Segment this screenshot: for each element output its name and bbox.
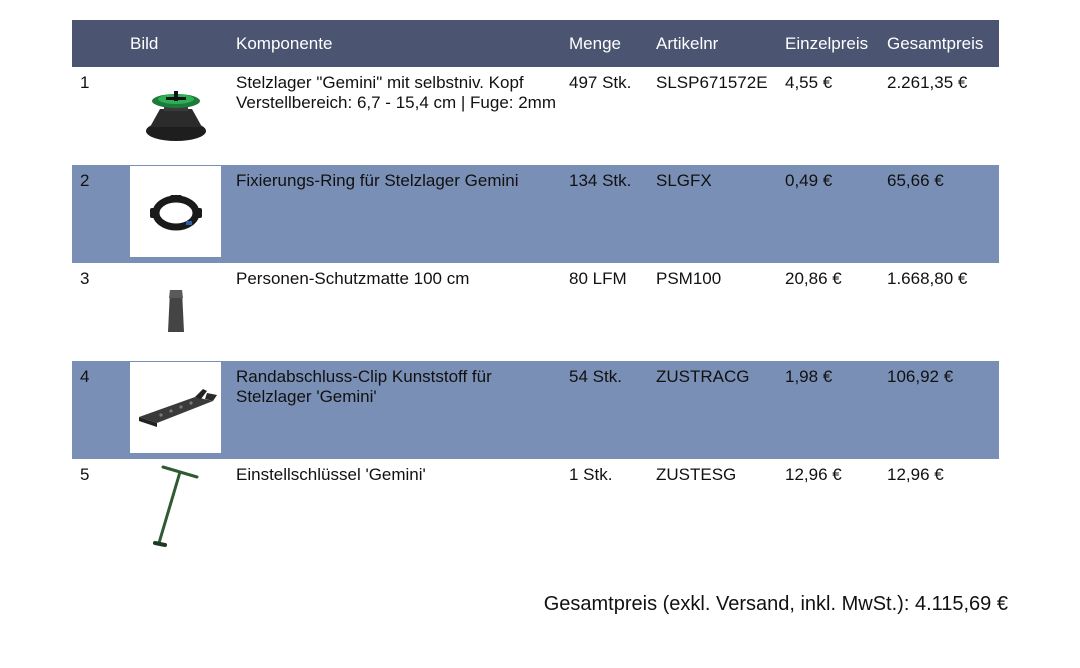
row-component: Randabschluss-Clip Kunststoff für Stelzlager 'Gemini' <box>236 361 569 459</box>
row-article: PSM100 <box>656 263 785 361</box>
row-component: Fixierungs-Ring für Stelzlager Gemini <box>236 165 569 263</box>
row-article: SLGFX <box>656 165 785 263</box>
fixing-ring-icon <box>130 166 221 257</box>
table-row <box>72 165 999 263</box>
row-total-price: 12,96 € <box>887 459 999 557</box>
parts-table <box>72 20 999 557</box>
row-unit-price: 12,96 € <box>785 459 887 557</box>
row-quantity: 1 Stk. <box>569 459 656 557</box>
row-unit-price: 4,55 € <box>785 67 887 165</box>
row-number: 3 <box>72 263 130 361</box>
edge-clip-icon <box>130 362 221 453</box>
pedestal-icon <box>130 68 221 159</box>
protection-mat-icon <box>130 264 221 355</box>
row-quantity: 80 LFM <box>569 263 656 361</box>
header-quantity: Menge <box>569 20 656 67</box>
row-quantity: 54 Stk. <box>569 361 656 459</box>
row-number: 2 <box>72 165 130 263</box>
table-row <box>72 263 999 361</box>
row-unit-price: 1,98 € <box>785 361 887 459</box>
row-total-price: 65,66 € <box>887 165 999 263</box>
row-article: SLSP671572E <box>656 67 785 165</box>
row-article: ZUSTRACG <box>656 361 785 459</box>
table-header-row <box>72 20 999 67</box>
row-total-price: 2.261,35 € <box>887 67 999 165</box>
row-total-price: 1.668,80 € <box>887 263 999 361</box>
header-component: Komponente <box>236 20 569 67</box>
header-article: Artikelnr <box>656 20 785 67</box>
table-row <box>72 67 999 165</box>
header-total-price: Gesamtpreis <box>887 20 999 67</box>
row-article: ZUSTESG <box>656 459 785 557</box>
header-number <box>72 20 130 67</box>
grand-total: Gesamtpreis (exkl. Versand, inkl. MwSt.): 4.115,69 € <box>543 593 1008 615</box>
row-component: Personen-Schutzmatte 100 cm <box>236 263 569 361</box>
header-image: Bild <box>130 20 236 67</box>
row-number: 5 <box>72 459 130 557</box>
row-unit-price: 20,86 € <box>785 263 887 361</box>
row-quantity: 497 Stk. <box>569 67 656 165</box>
row-component: Stelzlager "Gemini" mit selbstniv. Kopf Verstellbereich: 6,7 - 15,4 cm | Fuge: 2mm <box>236 67 569 165</box>
row-total-price: 106,92 € <box>887 361 999 459</box>
table-row <box>72 361 999 459</box>
row-component: Einstellschlüssel 'Gemini' <box>236 459 569 557</box>
adjustment-key-icon <box>130 460 221 551</box>
header-unit-price: Einzelpreis <box>785 20 887 67</box>
row-number: 1 <box>72 67 130 165</box>
parts-list <box>72 20 999 557</box>
row-quantity: 134 Stk. <box>569 165 656 263</box>
row-number: 4 <box>72 361 130 459</box>
row-unit-price: 0,49 € <box>785 165 887 263</box>
table-row <box>72 459 999 557</box>
